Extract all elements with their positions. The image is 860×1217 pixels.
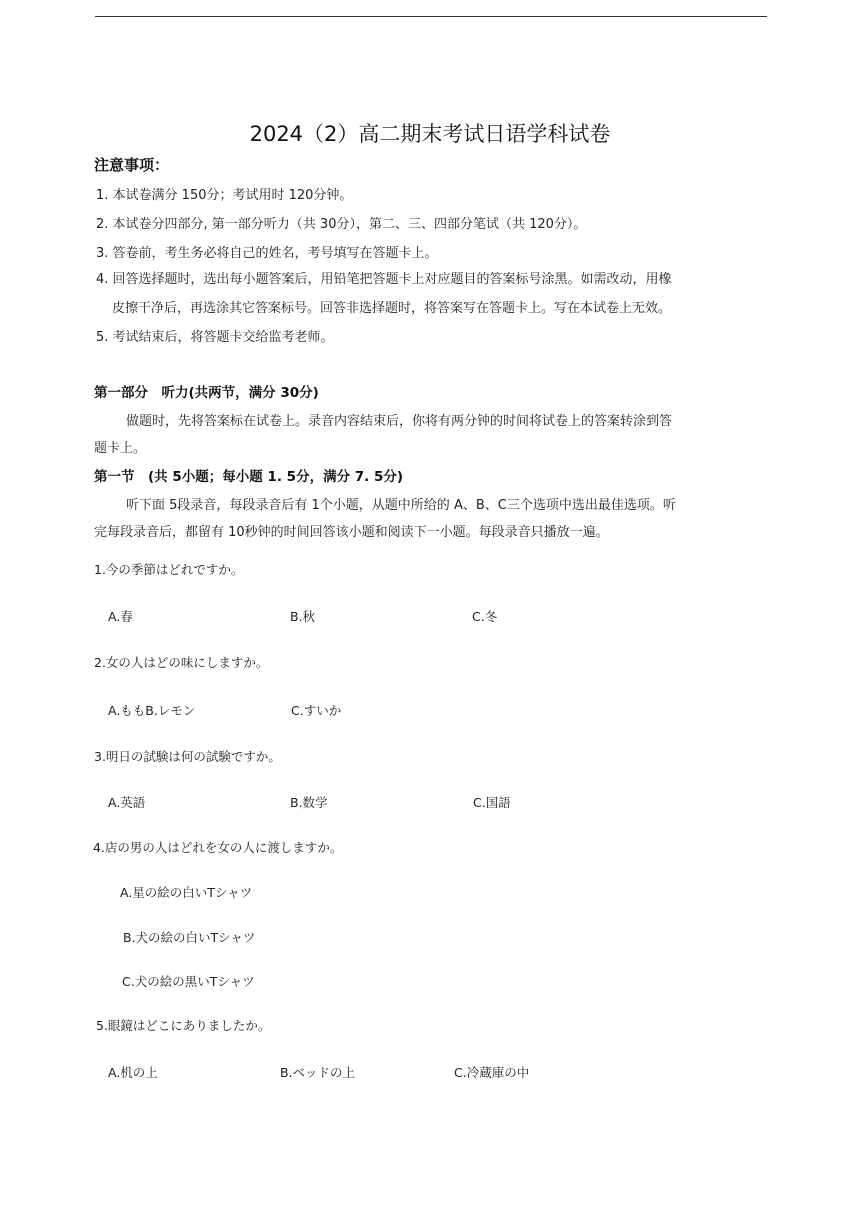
part1-intro: 做题时，先将答案标在试卷上。录音内容结束后，你将有两分钟的时间将试卷上的答案转涂到答	[126, 414, 673, 429]
notice-item: 5. 考试结束后，将答题卡交给监考老师。	[96, 330, 334, 345]
notice-heading: 注意事项：	[94, 156, 170, 174]
page-title: 2024（2）高二期末考试日语学科试卷	[249, 122, 611, 146]
part1-heading: 第一部分 听力(共两节，满分 30分)	[94, 385, 319, 401]
question-1: 1.今の季節はどれですか。	[94, 562, 244, 577]
question-5-option-c: C.冷蔵庫の中	[454, 1065, 530, 1080]
question-5: 5.眼鏡はどこにありましたか。	[96, 1018, 271, 1033]
question-4-option-b: B.犬の絵の白いTシャツ	[123, 930, 256, 945]
question-5-option-b: B.ベッドの上	[280, 1065, 356, 1080]
section1-intro: 听下面 5段录音，每段录音后有 1个小题，从题中所给的 A、B、C三个选项中选出最佳选项。听	[126, 498, 676, 513]
part1-intro-continued: 题卡上。	[94, 441, 147, 456]
notice-item: 2. 本试卷分四部分, 第一部分听力（共 30分），第二、三、四部分笔试（共 120分）。	[96, 217, 587, 232]
question-5-option-a: A.机の上	[108, 1065, 158, 1080]
question-3-option-c: C.国語	[473, 795, 511, 810]
question-1-option-a: A.春	[108, 609, 133, 624]
section1-intro-continued: 完每段录音后，都留有 10秒钟的时间回答该小题和阅读下一小题。每段录音只播放一遍。	[94, 525, 609, 540]
question-1-option-c: C.冬	[472, 609, 498, 624]
question-1-option-b: B.秋	[290, 609, 316, 624]
question-3-option-b: B.数学	[290, 795, 328, 810]
notice-item-continued: 皮擦干净后，再选涂其它答案标号。回答非选择题时，将答案写在答题卡上。写在本试卷上无效。	[112, 301, 672, 316]
notice-item: 3. 答卷前，考生务必将自己的姓名，考号填写在答题卡上。	[96, 246, 438, 261]
question-3-option-a: A.英語	[108, 795, 146, 810]
notice-item: 4. 回答选择题时，选出每小题答案后，用铅笔把答题卡上对应题目的答案标号涂黑。如需改动，用橡	[96, 272, 672, 287]
question-3: 3.明日の試験は何の試験ですか。	[94, 749, 281, 764]
question-4-option-a: A.星の絵の白いTシャツ	[120, 885, 253, 900]
question-2: 2.女の人はどの味にしますか。	[94, 655, 269, 670]
top-rule	[95, 16, 767, 17]
question-4: 4.店の男の人はどれを女の人に渡しますか。	[93, 840, 343, 855]
notice-item: 1. 本试卷满分 150分；考试用时 120分钟。	[96, 188, 353, 203]
question-2-option-ab: A.ももB.レモン	[108, 703, 196, 718]
section1-heading: 第一节 (共 5小题；每小题 1. 5分，满分 7. 5分)	[94, 469, 404, 485]
question-2-option-c: C.すいか	[291, 703, 342, 718]
question-4-option-c: C.犬の絵の黒いTシャツ	[122, 974, 255, 989]
